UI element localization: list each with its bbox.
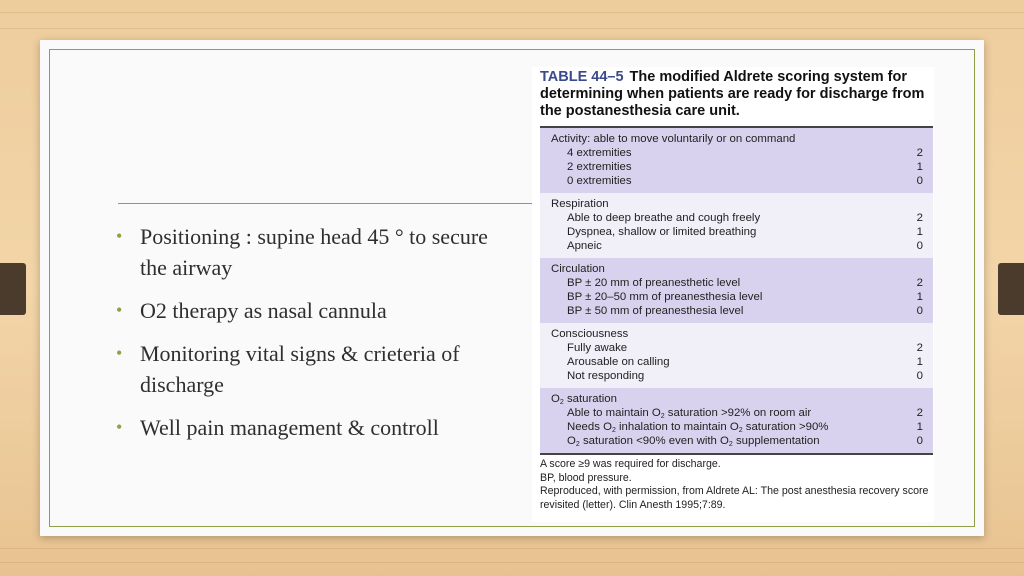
table-row: $O_2$ saturation <90% even with $O_2$ supplementation 0 xyxy=(567,435,923,448)
bullet-dot-icon: • xyxy=(116,300,123,320)
table-row: Apneic 0 xyxy=(567,240,923,252)
table-row: BP ± 50 mm of preanesthesia level 0 xyxy=(567,305,923,317)
table-note: BP, blood pressure. xyxy=(540,471,632,484)
section-consciousness xyxy=(540,323,933,388)
section-o2-saturation xyxy=(540,388,933,453)
table-row: Able to maintain $O_2$ saturation >92% on room air 2 xyxy=(567,407,923,420)
section-circulation xyxy=(540,258,933,323)
table-number: TABLE 44–5 xyxy=(540,69,624,85)
section-activity xyxy=(540,128,933,193)
bullet-dot-icon: • xyxy=(116,343,123,363)
section-header: Circulation xyxy=(551,263,605,275)
table-row: Not responding 0 xyxy=(567,370,923,382)
table-row: BP ± 20–50 mm of preanesthesia level 1 xyxy=(567,291,923,303)
section-respiration xyxy=(540,193,933,258)
table-row: Able to deep breathe and cough freely 2 xyxy=(567,212,923,224)
right-tab-marker xyxy=(998,263,1024,315)
bullet-item: • Positioning : supine head 45 ° to secure the airway xyxy=(116,221,496,283)
table-row: Needs $O_2$ inhalation to maintain $O_2$ saturation >90% 1 xyxy=(567,421,923,434)
bullet-item: • Well pain management & controll xyxy=(116,412,496,443)
section-header: Activity: able to move voluntarily or on command xyxy=(551,133,796,145)
table-row: 0 extremities 0 xyxy=(567,175,923,187)
table-note: A score ≥9 was required for discharge. xyxy=(540,458,721,470)
table-caption: The modified Aldrete scoring system for determining when patients are ready for discharge from the postanesthesia care unit. xyxy=(540,69,925,119)
bullet-dot-icon: • xyxy=(116,417,123,437)
table-row: Arousable on calling 1 xyxy=(567,356,923,368)
bullet-dot-icon: • xyxy=(116,226,123,246)
table-row: 4 extremities 2 xyxy=(567,147,923,159)
section-header: $O_2$ saturation xyxy=(551,393,617,406)
bullet-item: • O2 therapy as nasal cannula xyxy=(116,295,496,326)
section-header: Consciousness xyxy=(551,328,629,340)
title-divider xyxy=(118,203,538,204)
left-tab-marker xyxy=(0,263,26,315)
table-row: Dyspnea, shallow or limited breathing 1 xyxy=(567,226,923,238)
table-notes xyxy=(540,455,933,512)
table-row: 2 extremities 1 xyxy=(567,161,923,173)
section-header: Respiration xyxy=(551,198,609,210)
aldrete-table xyxy=(532,67,934,522)
table-note: Reproduced, with permission, from Aldrete AL: The post anesthesia recovery score revisited (letter). Clin Anesth 1995;7:89. xyxy=(540,485,929,511)
bullet-item: • Monitoring vital signs & crieteria of discharge xyxy=(116,338,496,400)
table-title xyxy=(532,67,934,120)
table-row: Fully awake 2 xyxy=(567,342,923,354)
table-row: BP ± 20 mm of preanesthetic level 2 xyxy=(567,277,923,289)
bullet-list xyxy=(116,221,496,455)
